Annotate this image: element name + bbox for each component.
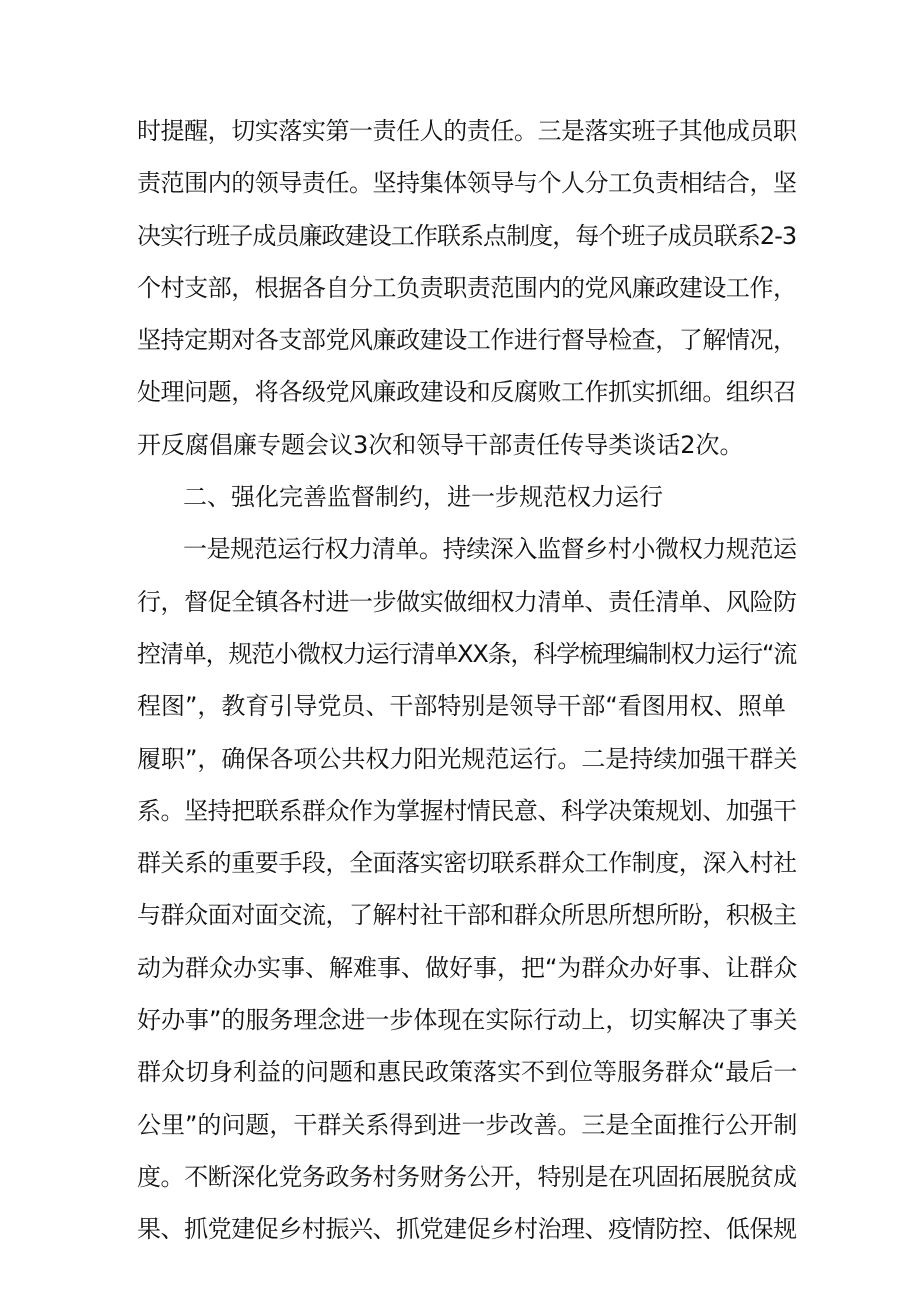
text-line: 公里”的问题，干群关系得到进一步改善。三是全面推行公开制 [137,1110,798,1139]
text-line: 时提醒，切实落实第一责任人的责任。三是落实班子其他成员职 [137,117,797,145]
text-line: 动为群众办实事、解难事、做好事，把“为群众办好事、让群众 [137,953,798,982]
document-body [137,105,797,1256]
text-line: 一是规范运行权力清单。持续深入监督乡村小微权力规范运 [183,535,797,564]
text-line: 控清单，规范小微权力运行清单XX条，科学梳理编制权力运行“流 [137,639,797,668]
text-line: 个村支部，根据各自分工负责职责范围内的党风廉政建设工作， [137,273,797,302]
text-line: 系。坚持把联系群众作为掌握村情民意、科学决策规划、加强干 [137,796,797,825]
text-line: 度。不断深化党务政务村务财务公开，特别是在巩固拓展脱贫成 [137,1162,797,1191]
text-line: 坚持定期对各支部党风廉政建设工作进行督导检查，了解情况， [137,326,797,355]
text-line: 程图”，教育引导党员、干部特别是领导干部“看图用权、照单 [137,692,786,721]
text-line: 开反腐倡廉专题会议3次和领导干部责任传导类谈话2次。 [137,430,744,459]
text-line: 决实行班子成员廉政建设工作联系点制度，每个班子成员联系2-3 [137,221,797,250]
text-line: 群众切身利益的问题和惠民政策落实不到位等服务群众“最后一 [137,1058,798,1087]
text-line: 与群众面对面交流，了解村社干部和群众所思所想所盼，积极主 [137,901,797,930]
text-line: 履职”，确保各项公共权力阳光规范运行。二是持续加强干群关 [137,744,798,773]
text-line: 责范围内的领导责任。坚持集体领导与个人分工负责相结合，坚 [137,169,797,198]
text-line: 行，督促全镇各村进一步做实做细权力清单、责任清单、风险防 [137,587,797,616]
text-line: 果、抓党建促乡村振兴、抓党建促乡村治理、疫情防控、低保规 [137,1215,797,1244]
text-line: 二、强化完善监督制约，进一步规范权力运行 [183,483,663,512]
text-line: 好办事”的服务理念进一步体现在实际行动上，切实解决了事关 [137,1006,798,1035]
text-line: 处理问题，将各级党风廉政建设和反腐败工作抓实抓细。组织召 [137,378,797,407]
text-line: 群关系的重要手段，全面落实密切联系群众工作制度，深入村社 [137,849,797,878]
